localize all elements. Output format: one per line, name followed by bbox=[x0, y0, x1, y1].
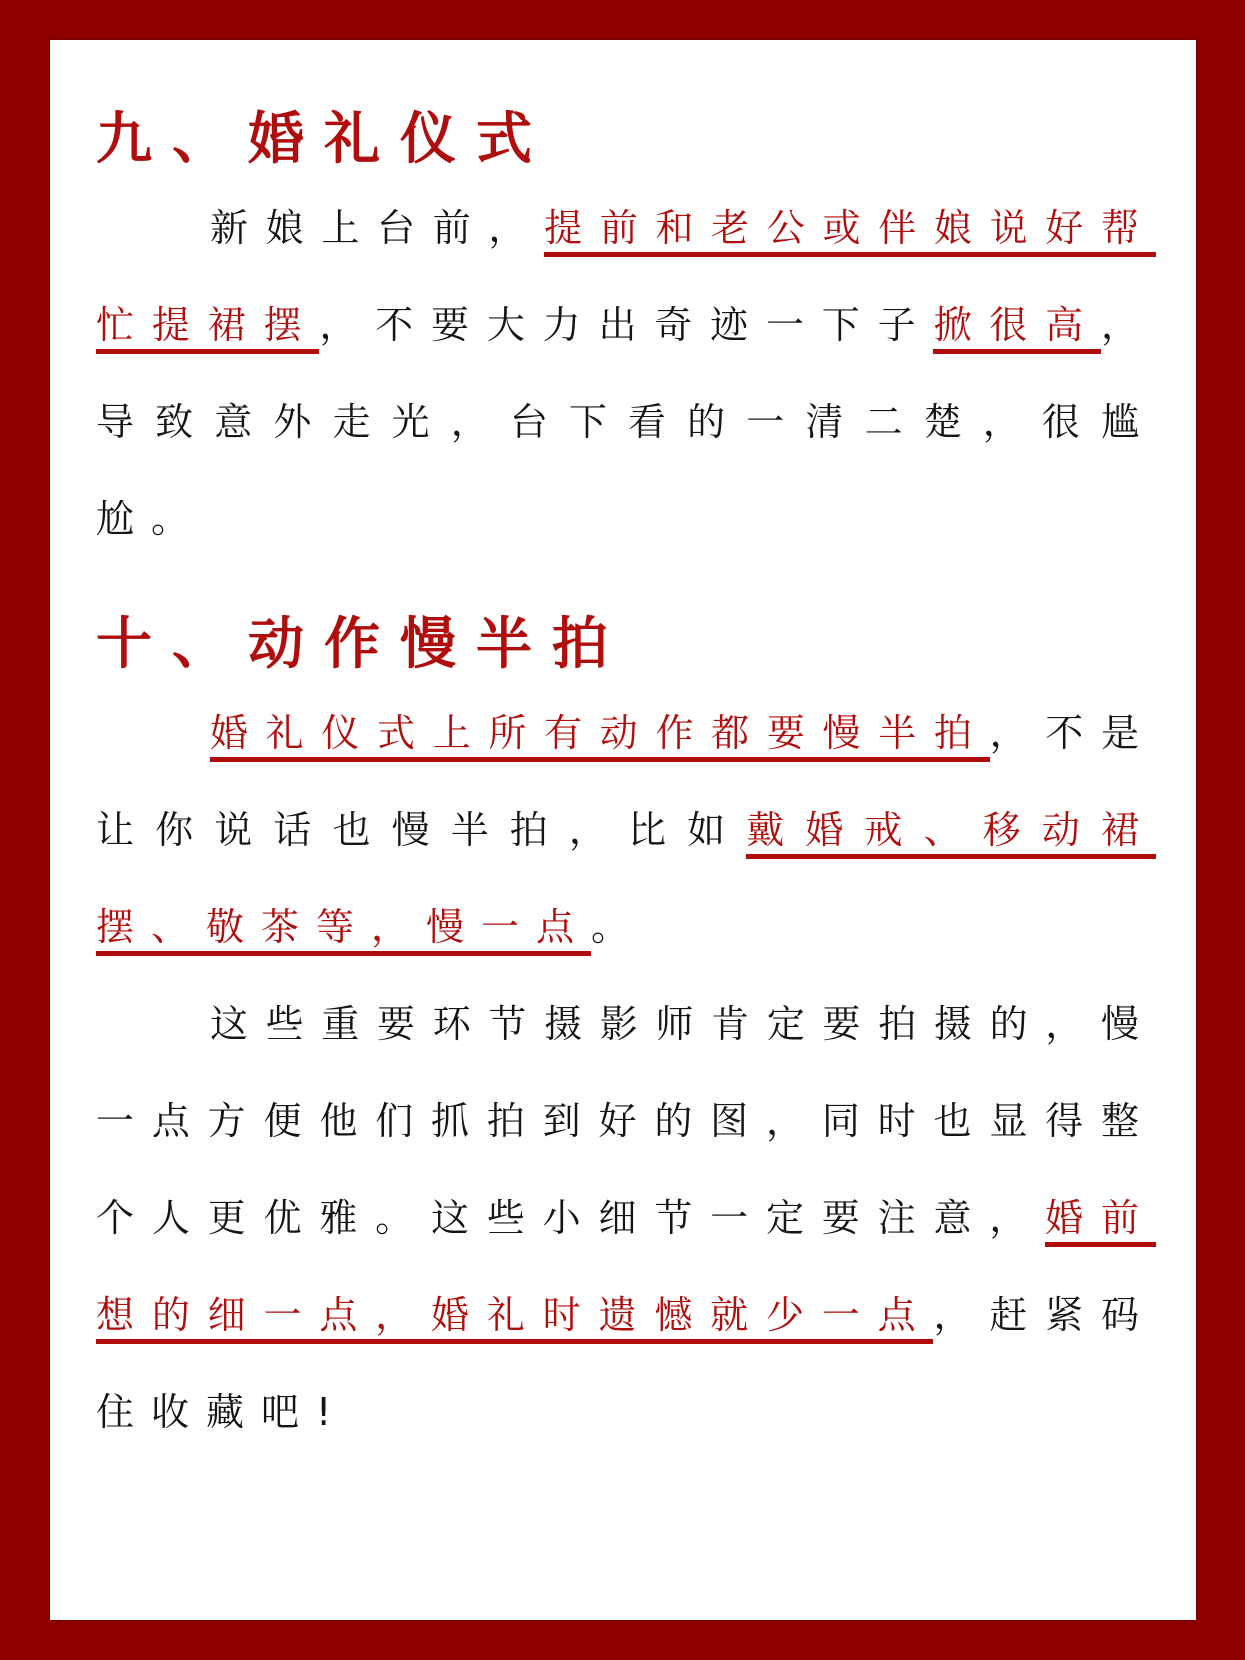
paragraph-text: ，导致意外走光，台下看的一清二楚，很尴尬。 bbox=[96, 303, 1156, 541]
highlighted-text: 掀很高 bbox=[933, 303, 1101, 354]
highlighted-text: 提前和老公或伴娘说好帮忙提裙摆 bbox=[96, 206, 1156, 354]
highlighted-text: 婚前想的细一点，婚礼时遗憾就少一点 bbox=[96, 1196, 1156, 1344]
paragraph-text: ，不要大力出奇迹一下子 bbox=[319, 303, 934, 347]
section-paragraph bbox=[96, 976, 1156, 1461]
content-card bbox=[50, 40, 1196, 1620]
paragraph-text: 这些重要环节摄影师肯定要拍摄的，慢一点方便他们抓拍到好的图，同时也显得整个人更优雅。这些小细节一定要注意， bbox=[96, 1002, 1156, 1240]
highlighted-text: 戴婚戒、移动裙摆、敬茶等，慢一点 bbox=[96, 808, 1156, 956]
section-heading: 十、动作慢半拍 bbox=[96, 612, 628, 677]
section-wedding-ceremony bbox=[96, 100, 1156, 568]
highlighted-text: 婚礼仪式上所有动作都要慢半拍 bbox=[210, 711, 990, 762]
section-paragraph bbox=[96, 180, 1156, 568]
section-slow-half-beat bbox=[96, 605, 1156, 1461]
paragraph-text: 。 bbox=[591, 905, 647, 949]
paragraph-text: ，不是让你说话也慢半拍，比如 bbox=[96, 711, 1156, 852]
section-heading: 九、婚礼仪式 bbox=[96, 107, 552, 172]
paragraph-text: ，赶紧码住收藏吧! bbox=[96, 1293, 1156, 1434]
paragraph-text: 新娘上台前， bbox=[210, 206, 545, 250]
section-paragraph bbox=[96, 685, 1156, 976]
